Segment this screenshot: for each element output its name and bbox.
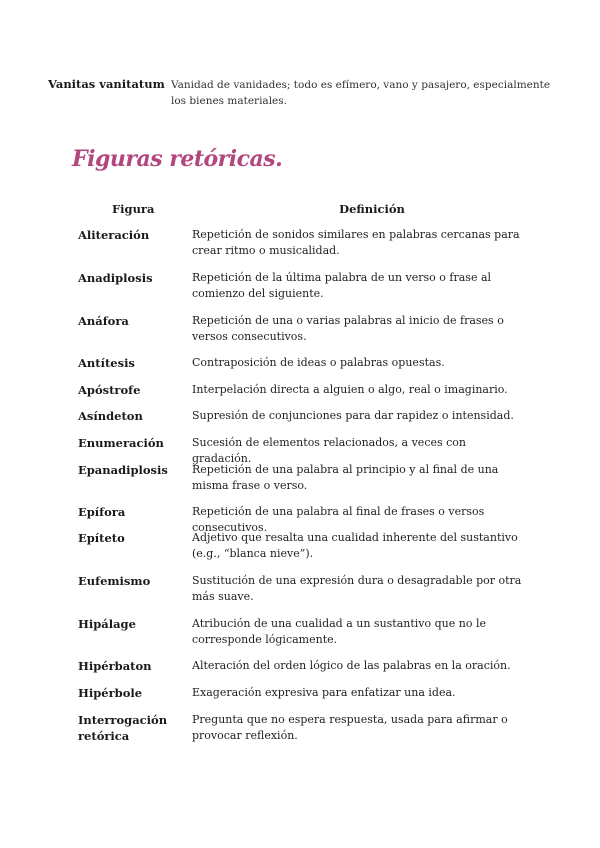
table-row: [78, 712, 528, 754]
figure-name: Hipérbaton: [78, 659, 152, 673]
figures-table: [78, 227, 528, 754]
glossary-entry: [48, 77, 558, 109]
figure-name: Interrogación retórica: [78, 713, 168, 743]
table-row: [78, 435, 528, 465]
table-row: [78, 616, 528, 658]
figure-definition: Sustitución de una expresión dura o desagradable por otra más suave.: [192, 574, 522, 603]
figure-definition: Repetición de la última palabra de un verso o frase al comienzo del siguiente.: [192, 271, 492, 300]
table-row: [78, 462, 528, 504]
figure-name: Hipálage: [78, 617, 136, 631]
glossary-term: Vanitas vanitatum: [48, 77, 165, 91]
figure-definition: Interpelación directa a alguien o algo, real o imaginario.: [192, 383, 508, 396]
figure-name: Epíteto: [78, 531, 125, 545]
figure-definition: Repetición de una o varias palabras al inicio de frases o versos consecutivos.: [192, 314, 504, 343]
table-header: [72, 202, 532, 216]
table-row: [78, 355, 528, 382]
header-definition: Definición: [339, 202, 405, 216]
header-figure: Figura: [112, 202, 155, 216]
table-row: [78, 685, 528, 712]
figure-definition: Repetición de sonidos similares en palabras cercanas para crear ritmo o musicalidad.: [192, 228, 520, 257]
figure-name: Apóstrofe: [78, 383, 141, 397]
figure-definition: Exageración expresiva para enfatizar una idea.: [192, 686, 456, 699]
figure-definition: Alteración del orden lógico de las palabras en la oración.: [192, 659, 511, 672]
table-row: [78, 408, 528, 435]
figure-name: Anadiplosis: [78, 271, 153, 285]
figure-definition: Adjetivo que resalta una cualidad inherente del sustantivo (e.g., “blanca nieve”).: [192, 531, 518, 560]
table-row: [78, 504, 528, 534]
figure-definition: Contraposición de ideas o palabras opuestas.: [192, 356, 445, 369]
table-row: [78, 530, 528, 573]
section-title: Figuras retóricas.: [72, 146, 283, 172]
figure-definition: Repetición de una palabra al final de frases o versos consecutivos.: [192, 505, 485, 534]
figure-definition: Repetición de una palabra al principio y al final de una misma frase o verso.: [192, 463, 499, 492]
figure-name: Epanadiplosis: [78, 463, 168, 477]
figure-definition: Supresión de conjunciones para dar rapidez o intensidad.: [192, 409, 514, 422]
figure-name: Asíndeton: [78, 409, 143, 423]
figure-name: Anáfora: [78, 314, 129, 328]
figure-definition: Atribución de una cualidad a un sustantivo que no le corresponde lógicamente.: [192, 617, 486, 646]
figure-definition: Pregunta que no espera respuesta, usada para afirmar o provocar reflexión.: [192, 713, 508, 742]
table-row: [78, 313, 528, 355]
table-row: [78, 270, 528, 313]
figure-name: Antítesis: [78, 356, 135, 370]
table-row: [78, 382, 528, 408]
table-row: [78, 658, 528, 685]
glossary-definition: Vanidad de vanidades; todo es efímero, vano y pasajero, especialmente los bienes materiales.: [171, 79, 551, 107]
figure-name: Hipérbole: [78, 686, 143, 700]
figure-name: Eufemismo: [78, 574, 151, 588]
figure-name: Epífora: [78, 505, 126, 519]
figure-name: Enumeración: [78, 436, 164, 450]
figure-definition: Sucesión de elementos relacionados, a veces con gradación.: [192, 436, 467, 465]
table-row: [78, 227, 528, 270]
figure-name: Aliteración: [78, 228, 150, 242]
table-row: [78, 573, 528, 616]
